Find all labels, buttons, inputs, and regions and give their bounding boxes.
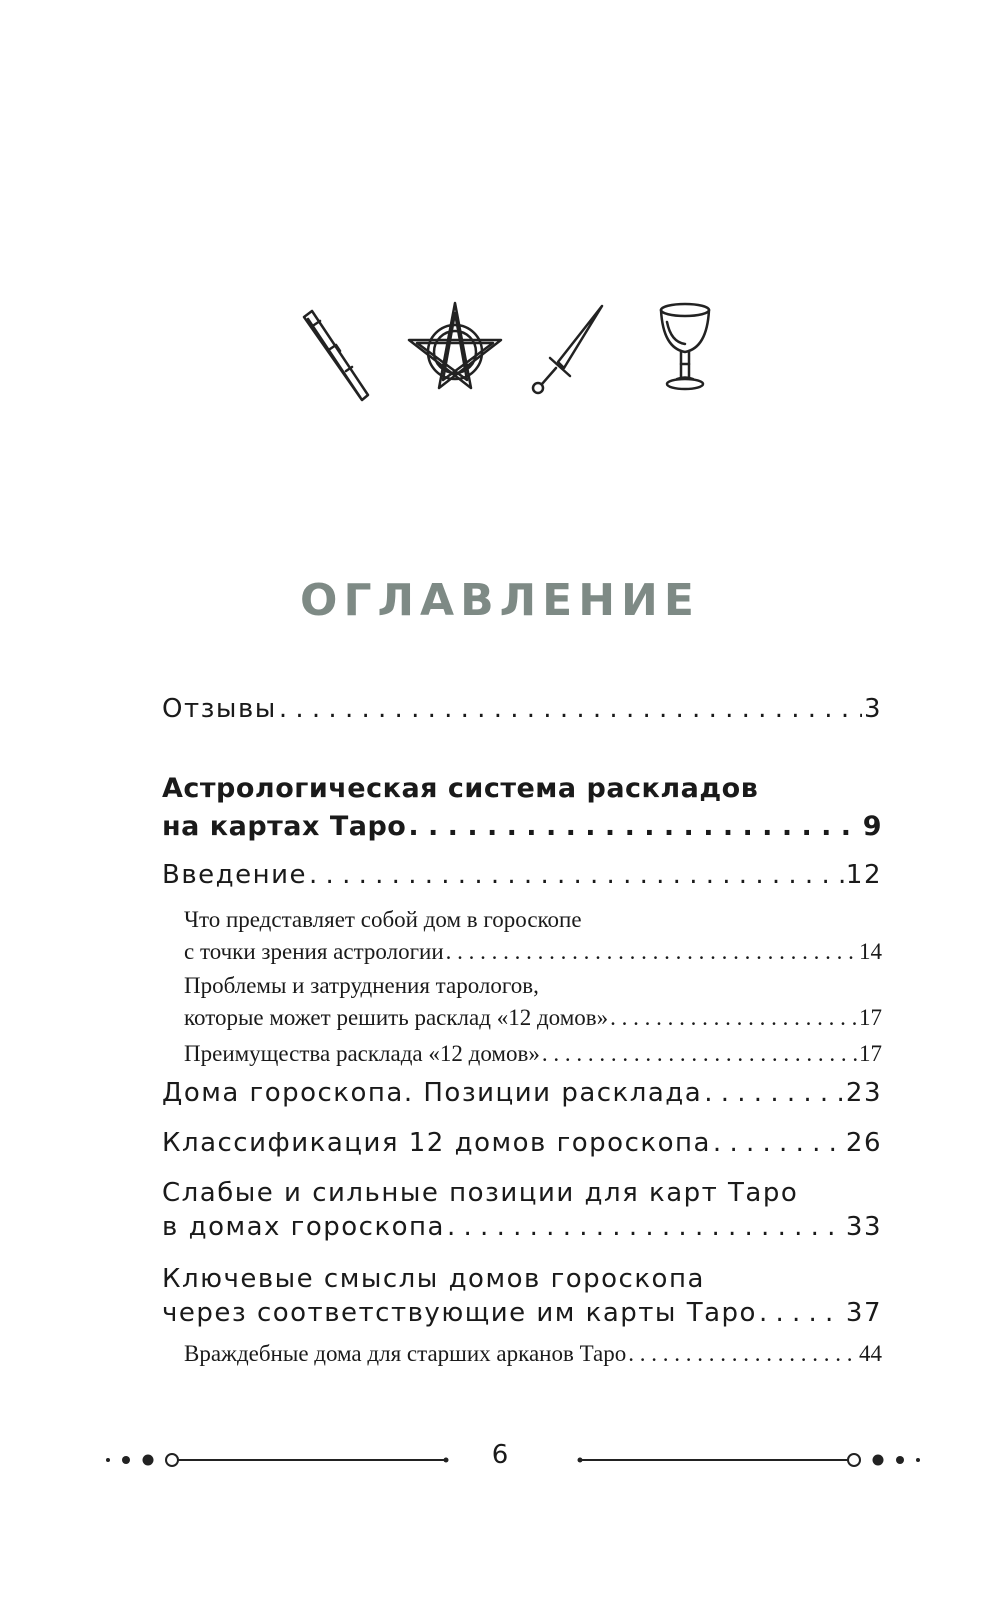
pentacle-icon xyxy=(405,300,505,395)
toc-entry[interactable]: Слабые и сильные позиции для карт Таро в домах гороскопа . . . 33 xyxy=(162,1176,882,1244)
toc-entry[interactable]: Астрологическая система раскладов на картах Таро . . . 9 xyxy=(162,770,882,846)
toc-page-number: 3 xyxy=(863,694,882,724)
toc-page-number: 14 xyxy=(859,939,882,964)
page-footer xyxy=(0,1440,1000,1480)
toc-page-number: 17 xyxy=(859,1005,882,1030)
sword-icon xyxy=(528,302,608,397)
toc-page-number: 26 xyxy=(845,1128,882,1158)
toc-subentry[interactable]: Преимущества расклада «12 домов» . . . 17 xyxy=(162,1038,882,1070)
toc-page-number: 9 xyxy=(862,811,882,842)
toc-subentry[interactable]: Проблемы и затруднения тарологов, которые может решить расклад «12 домов» . . . 17 xyxy=(162,970,882,1034)
toc-page-number: 17 xyxy=(859,1041,882,1066)
toc-entry[interactable]: Введение . . . 12 xyxy=(162,860,882,890)
page-number: 6 xyxy=(491,1440,509,1470)
toc-entry[interactable]: Отзывы . . . 3 xyxy=(162,694,882,724)
toc-entry[interactable]: Ключевые смыслы домов гороскопа через соответствующие им карты Таро . . . 37 xyxy=(162,1262,882,1330)
wand-icon xyxy=(300,305,375,405)
toc-page-number: 12 xyxy=(845,860,882,890)
toc-subentry[interactable]: Враждебные дома для старших арканов Таро . . . 44 xyxy=(162,1338,882,1370)
footer-ornament-left xyxy=(100,1448,460,1472)
toc-subentry[interactable]: Что представляет собой дом в гороскопе с точки зрения астрологии . . . 14 xyxy=(162,904,882,968)
toc-entry[interactable]: Дома гороскопа. Позиции расклада . . . 23 xyxy=(162,1078,882,1108)
toc-page-number: 44 xyxy=(859,1341,882,1366)
toc-entry[interactable]: Классификация 12 домов гороскопа . . . 26 xyxy=(162,1128,882,1158)
toc-page-number: 33 xyxy=(845,1212,882,1242)
toc-page-number: 37 xyxy=(845,1298,882,1328)
tarot-suits-ornament xyxy=(300,300,730,410)
cup-icon xyxy=(655,300,715,395)
footer-ornament-right xyxy=(572,1448,932,1472)
page-title: ОГЛАВЛЕНИЕ xyxy=(300,575,700,626)
toc-page-number: 23 xyxy=(845,1078,882,1108)
